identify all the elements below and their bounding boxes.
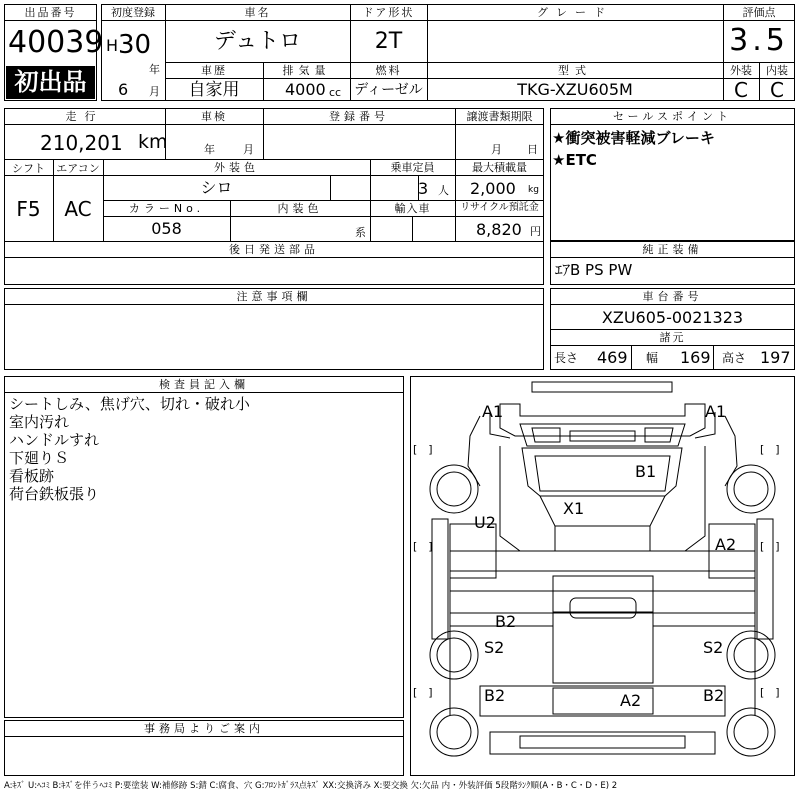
chassis-value: XZU605-0021323 <box>601 308 744 327</box>
capacity-value: 3 <box>418 179 429 198</box>
damage-mark-front-left: A1 <box>482 402 504 421</box>
exterior-color-header: 外装色 <box>214 161 259 174</box>
fuel-header: 燃料 <box>375 64 402 77</box>
history-value: 自家用 <box>188 80 240 100</box>
sales-point-item: ★ETC <box>552 151 597 169</box>
inspection-header: 車検 <box>201 110 227 123</box>
first-reg-header: 初度登録 <box>111 6 155 19</box>
spec-height-value: 197 <box>760 348 791 367</box>
office-header: 事務局よりご案内 <box>144 722 264 735</box>
notes-header: 注意事項欄 <box>236 290 312 303</box>
recycle-unit: 円 <box>530 225 541 238</box>
first-listing-badge-text: 初出品 <box>14 68 87 96</box>
mileage-unit: km <box>138 131 168 153</box>
mileage-header: 走行 <box>65 110 104 123</box>
damage-mark-right-rear: B2 <box>703 686 725 705</box>
inspector-line: 室内汚れ <box>9 413 70 431</box>
shift-header: シフト <box>12 162 45 175</box>
interior-color-header: 内装色 <box>277 202 323 215</box>
inspector-line: 下廻りＳ <box>9 449 70 467</box>
transfer-day-unit: 日 <box>527 143 538 156</box>
capacity-header: 乗車定員 <box>390 161 435 174</box>
interior-color-unit: 系 <box>355 226 366 239</box>
aircon-value: AC <box>64 197 92 221</box>
genuine-equipment-value: ｴｱB PS PW <box>555 261 633 279</box>
car-name-value: デュトロ <box>213 29 302 54</box>
max-load-value: 2,000 <box>470 179 516 198</box>
transfer-deadline-header: 譲渡書類期限 <box>466 110 533 123</box>
diagram-bracket: [ ] <box>760 443 780 456</box>
import-header: 輸入車 <box>394 202 431 215</box>
damage-mark-hood: B1 <box>635 462 657 481</box>
displacement-unit: cc <box>329 86 342 99</box>
registration-header: 登録番号 <box>329 110 389 123</box>
first-reg-year: 30 <box>118 30 152 60</box>
door-value: 2T <box>374 29 403 54</box>
diagram-bracket: [ ] <box>760 686 780 699</box>
damage-mark-left-rear: B2 <box>484 686 506 705</box>
grade-header: グレード <box>537 6 613 19</box>
max-load-unit: kg <box>528 185 539 195</box>
shift-value: F5 <box>16 197 41 221</box>
diagram-bracket: [ ] <box>760 540 780 553</box>
color-no-value: 058 <box>151 219 182 238</box>
displacement-header: 排気量 <box>282 64 331 77</box>
exterior-color-value: シロ <box>200 178 233 197</box>
recycle-value: 8,820 <box>476 220 522 239</box>
inspector-line: 荷台鉄板張り <box>9 485 100 503</box>
first-reg-month: 6 <box>118 80 129 99</box>
exterior-grade-value: C <box>734 78 748 102</box>
spec-length-label: 長さ <box>554 351 579 365</box>
truck-diagram <box>410 376 795 776</box>
damage-mark-front-right: A1 <box>705 402 727 421</box>
transfer-month-unit: 月 <box>491 143 502 156</box>
inspector-line: シートしみ、焦げ穴、切れ・破れ小 <box>9 395 250 413</box>
lot-number: 40039 <box>8 25 104 60</box>
score-value: 3.5 <box>729 23 789 58</box>
car-name-header: 車名 <box>244 6 271 19</box>
damage-mark-bed-front: B2 <box>495 612 517 631</box>
later-parts-header: 後日発送部品 <box>229 243 319 256</box>
lot-header: 出品番号 <box>24 6 77 19</box>
damage-mark-right-door: A2 <box>715 535 737 554</box>
displacement-value: 4000 <box>285 80 326 99</box>
damage-mark-rear-center: A2 <box>620 691 642 710</box>
inspector-line: ハンドルすれ <box>9 431 100 449</box>
damage-mark-cab-center: X1 <box>563 499 585 518</box>
sales-points-header: セールスポイント <box>612 110 732 123</box>
door-header: ドア形状 <box>362 6 415 19</box>
model-header: 型式 <box>558 64 592 77</box>
first-reg-year-unit: 年 <box>149 63 160 76</box>
damage-mark-left-rear-fender: S2 <box>484 638 505 657</box>
score-header: 評価点 <box>742 6 776 19</box>
interior-grade-value: C <box>770 78 784 102</box>
first-reg-era: H <box>106 36 119 55</box>
inspection-month-unit: 月 <box>243 143 254 156</box>
inspector-header: 検査員記入欄 <box>159 378 249 391</box>
inspection-year-unit: 年 <box>204 143 215 156</box>
interior-grade-header: 内装 <box>766 64 788 77</box>
spec-height-label: 高さ <box>722 351 747 365</box>
damage-mark-right-rear-fender: S2 <box>703 638 724 657</box>
legend: A:ｷｽﾞ U:ﾍｺﾐ B:ｷｽﾞを伴うﾍｺﾐ P:要塗装 W:補修跡 S:錆 C:腐食、穴 G:ﾌﾛﾝﾄｶﾞﾗｽ点ｷｽﾞ XX:交換済み X:要交換 欠:欠品 内・外装評価 5段階ﾗﾝｸ順(A・B・C・D・E) 2 <box>4 781 618 791</box>
sales-point-item: ★衝突被害軽減ブレーキ <box>552 129 715 147</box>
model-value: TKG-XZU605M <box>517 80 633 99</box>
spec-width-value: 169 <box>680 348 711 367</box>
chassis-header: 車台番号 <box>642 290 703 303</box>
damage-mark-left-door: U2 <box>474 513 496 532</box>
first-reg-month-unit: 月 <box>149 85 160 98</box>
recycle-header: リサイクル預託金 <box>460 202 539 213</box>
mileage-value: 210,201 <box>40 131 123 155</box>
aircon-header: エアコン <box>56 162 100 175</box>
exterior-grade-header: 外装 <box>730 64 752 77</box>
spec-width-label: 幅 <box>646 351 659 365</box>
fuel-value: ディーゼル <box>354 82 423 98</box>
history-header: 車歴 <box>201 64 227 77</box>
inspector-line: 看板跡 <box>9 467 55 485</box>
genuine-equipment-header: 純正装備 <box>642 243 703 256</box>
diagram-bracket: [ ] <box>413 540 433 553</box>
spec-length-value: 469 <box>597 348 628 367</box>
max-load-header: 最大積載量 <box>472 161 527 174</box>
capacity-unit: 人 <box>438 184 449 197</box>
diagram-bracket: [ ] <box>413 686 433 699</box>
diagram-bracket: [ ] <box>413 443 433 456</box>
specs-header: 諸元 <box>659 331 686 344</box>
sales-points-box <box>550 108 795 241</box>
color-no-header: カラーNo. <box>128 202 205 215</box>
